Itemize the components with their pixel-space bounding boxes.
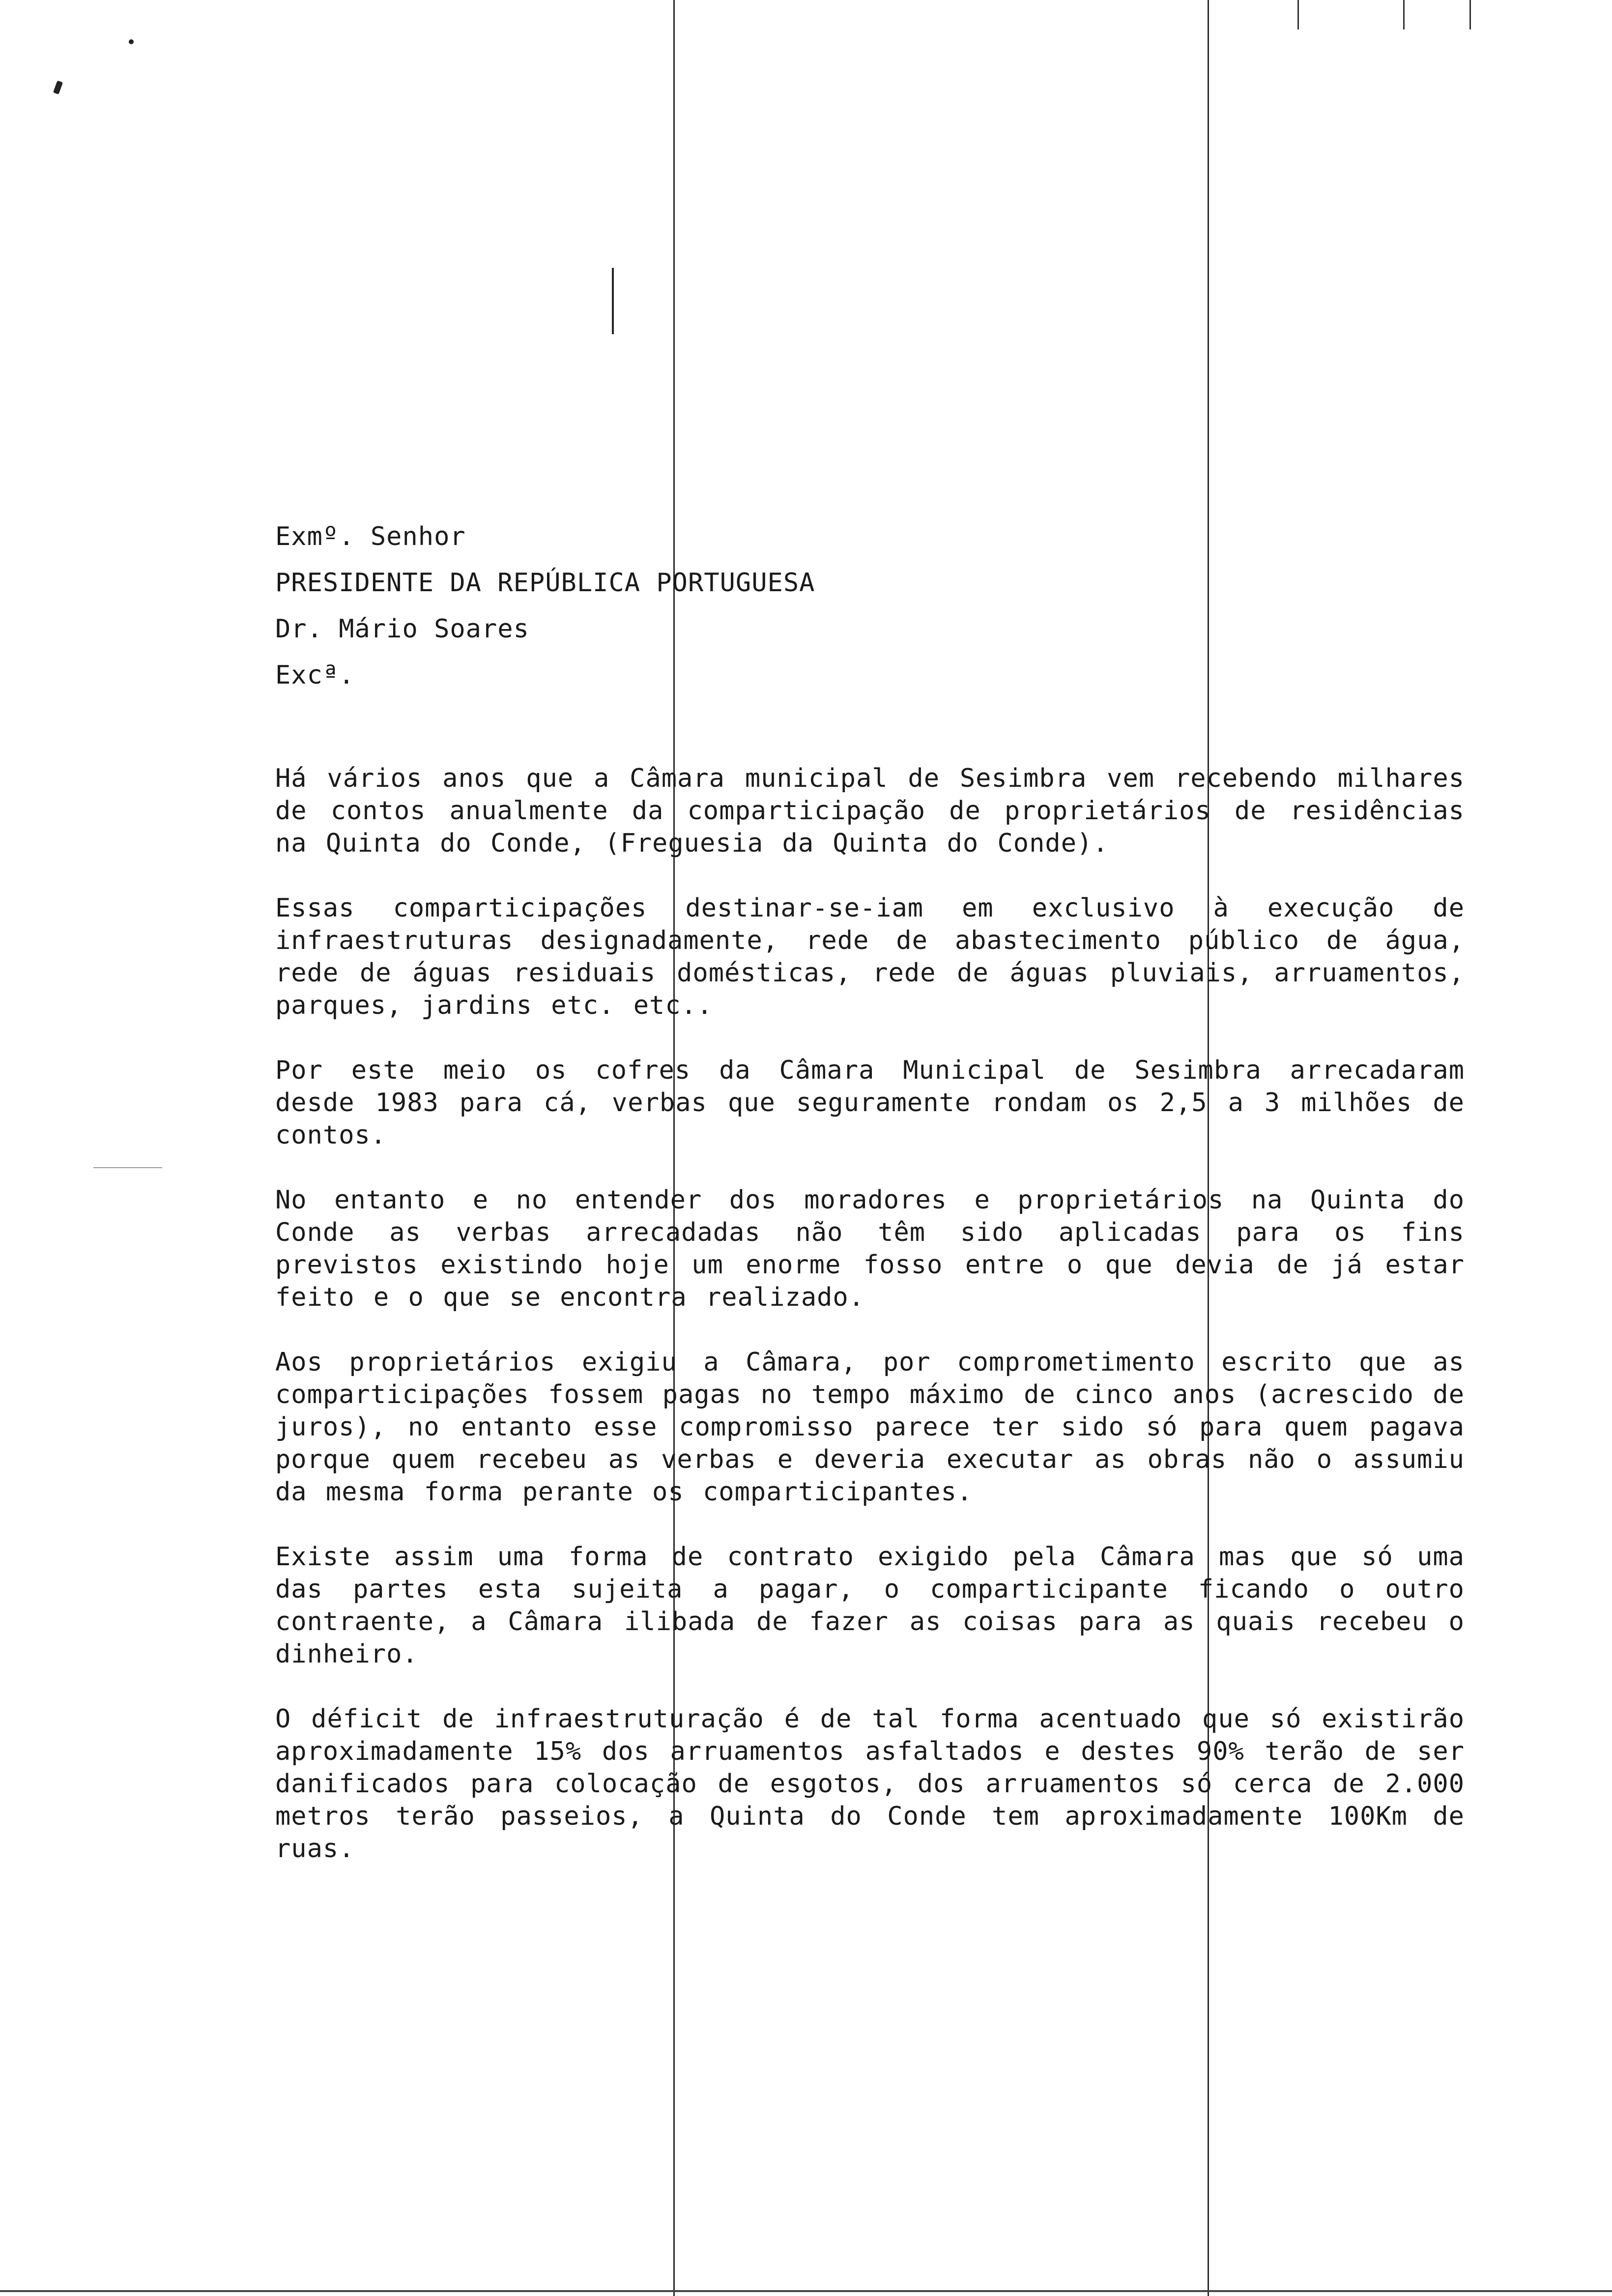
scan-artifact-tick (1297, 0, 1299, 29)
letter-body (275, 521, 1465, 1897)
paragraph: No entanto e no entender dos moradores e proprietários na Quinta do Conde as verbas arrecadadas não têm sido aplicadas para os fins previstos existindo hoje um enorme fosso entre o que devia de já estar feito e o que se encontra realizado. (275, 1185, 1465, 1312)
scan-artifact-tick (1469, 0, 1471, 29)
paragraph: Por este meio os cofres da Câmara Municipal de Sesimbra arrecadaram desde 1983 para cá, verbas que seguramente rondam os 2,5 a 3 milhões de contos. (275, 1056, 1465, 1150)
scan-artifact-mark (612, 268, 614, 334)
scan-speck (53, 81, 63, 95)
recipient-name: Dr. Mário Soares (275, 614, 529, 644)
paragraph: Aos proprietários exigiu a Câmara, por comprometimento escrito que as comparticipações fossem pagas no tempo máximo de cinco anos (acrescido de juros), no entanto esse compromisso parece ter sido só para quem pagava porque quem recebeu as verbas e deveria executar as obras não o assumiu da mesma forma perante os comparticipantes. (275, 1348, 1465, 1507)
salutation: Exmº. Senhor (275, 522, 466, 551)
scan-speck (129, 39, 134, 44)
paragraph: O déficit de infraestruturação é de tal forma acentuado que só existirão aproximadamente 15% dos arruamentos asfaltados e destes 90% terão de ser danificados para colocação de esgotos, dos arruamentos só cerca de 2.000 metros terão passeios, a Quinta do Conde tem aproximadamente 100Km de ruas. (275, 1704, 1465, 1864)
scan-artifact-dash (93, 1167, 162, 1168)
greeting: Excª. (275, 660, 355, 690)
scan-artifact-bottom-edge (0, 2290, 1612, 2292)
paragraph: Existe assim uma forma de contrato exigido pela Câmara mas que só uma das partes esta sujeita a pagar, o comparticipante ficando o outro contraente, a Câmara ilibada de fazer as coisas para as quais recebeu o dinheiro. (275, 1542, 1465, 1669)
scan-artifact-tick (1403, 0, 1405, 29)
paragraph: Há vários anos que a Câmara municipal de Sesimbra vem recebendo milhares de contos anualmente da comparticipação de proprietários de residências na Quinta do Conde, (Freguesia da Quinta do Conde). (275, 764, 1465, 858)
paragraph: Essas comparticipações destinar-se-iam em exclusivo à execução de infraestruturas designadamente, rede de abastecimento público de água, rede de águas residuais domésticas, rede de águas pluviais, arruamentos, parques, jardins etc. etc.. (275, 893, 1465, 1020)
recipient-title: PRESIDENTE DA REPÚBLICA PORTUGUESA (275, 568, 815, 598)
spacer (275, 706, 1465, 762)
